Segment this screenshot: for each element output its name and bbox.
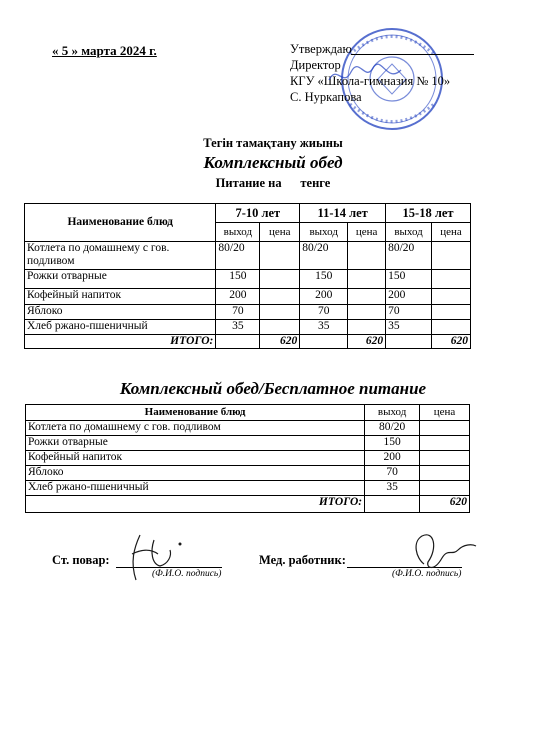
table-row <box>26 481 470 496</box>
cook-label: Ст. повар: <box>52 553 110 567</box>
dish-name: Яблоко <box>26 466 365 481</box>
output-15-18: 70 <box>386 305 432 320</box>
table-row <box>26 436 470 451</box>
kazakh-title: Тегін тамақтану жиыны <box>203 136 343 150</box>
dish-name: Рожки отварные <box>25 270 216 289</box>
dish-name: Хлеб ржано-пшеничный <box>26 481 365 496</box>
dish-output: 35 <box>365 481 420 496</box>
output-7-10: 200 <box>216 289 260 305</box>
table-row <box>26 421 470 436</box>
dish-output: 70 <box>365 466 420 481</box>
header-dish-name: Наименование блюд <box>25 204 216 242</box>
approval-line-2: Директор <box>290 58 341 72</box>
output-11-14: 80/20 <box>300 242 348 270</box>
approval-signature-line <box>351 54 474 55</box>
table-row <box>25 305 471 320</box>
header-age-15-18: 15-18 лет <box>386 204 471 223</box>
cook-signature <box>120 530 200 590</box>
output-7-10: 70 <box>216 305 260 320</box>
approval-line-1: Утверждаю <box>290 42 352 56</box>
dish-output: 80/20 <box>365 421 420 436</box>
second-title: Комплексный обед/Бесплатное питание <box>119 379 427 398</box>
subheader-price: цена <box>348 223 386 242</box>
output-11-14: 35 <box>300 320 348 335</box>
output-7-10: 150 <box>216 270 260 289</box>
subheader-output: выход <box>216 223 260 242</box>
subheader-output: выход <box>300 223 348 242</box>
med-signature <box>398 528 478 578</box>
med-label: Мед. работник: <box>259 553 346 567</box>
dish-name: Кофейный напиток <box>25 289 216 305</box>
table-row <box>25 270 471 289</box>
output-11-14: 200 <box>300 289 348 305</box>
dish-name: Котлета по домашнему с гов. подливом <box>25 242 216 270</box>
output-11-14: 150 <box>300 270 348 289</box>
output-15-18: 200 <box>386 289 432 305</box>
total-15-18: 620 <box>432 335 471 349</box>
med-sub: (Ф.И.О. подпись) <box>392 569 462 579</box>
table-row <box>26 466 470 481</box>
document-date: « 5 » марта 2024 г. <box>52 43 157 58</box>
header-price: цена <box>420 405 470 421</box>
header-age-11-14: 11-14 лет <box>300 204 386 223</box>
subheader-output: выход <box>386 223 432 242</box>
subtitle: Питание на тенге <box>215 176 331 190</box>
total-7-10: 620 <box>260 335 300 349</box>
table-row <box>25 320 471 335</box>
menu-table-by-age <box>24 203 471 349</box>
header-age-7-10: 7-10 лет <box>216 204 300 223</box>
table-row <box>25 289 471 305</box>
director-signature <box>325 60 405 90</box>
total-row <box>25 335 471 349</box>
total-row <box>26 496 470 513</box>
dish-output: 150 <box>365 436 420 451</box>
subheader-price: цена <box>432 223 471 242</box>
output-7-10: 80/20 <box>216 242 260 270</box>
dish-name: Яблоко <box>25 305 216 320</box>
dish-output: 200 <box>365 451 420 466</box>
total-11-14: 620 <box>348 335 386 349</box>
free-meal-table <box>25 404 470 513</box>
header-output: выход <box>365 405 420 421</box>
output-15-18: 35 <box>386 320 432 335</box>
dish-name: Котлета по домашнему с гов. подливом <box>26 421 365 436</box>
total-label: ИТОГО: <box>26 496 365 513</box>
table-row <box>25 242 471 270</box>
main-title: Комплексный обед <box>203 153 343 172</box>
header-dish-name: Наименование блюд <box>26 405 365 421</box>
subheader-price: цена <box>260 223 300 242</box>
dish-name: Хлеб ржано-пшеничный <box>25 320 216 335</box>
dish-name: Кофейный напиток <box>26 451 365 466</box>
approval-line-4: С. Нуркапова <box>290 90 362 104</box>
table-row <box>26 451 470 466</box>
total-label: ИТОГО: <box>25 335 216 349</box>
dish-name: Рожки отварные <box>26 436 365 451</box>
output-15-18: 80/20 <box>386 242 432 270</box>
output-11-14: 70 <box>300 305 348 320</box>
output-15-18: 150 <box>386 270 432 289</box>
output-7-10: 35 <box>216 320 260 335</box>
total-price: 620 <box>420 496 470 513</box>
approval-line-3: КГУ «Школа-гимназия № 10» <box>290 74 451 88</box>
cook-sub: (Ф.И.О. подпись) <box>152 569 222 579</box>
